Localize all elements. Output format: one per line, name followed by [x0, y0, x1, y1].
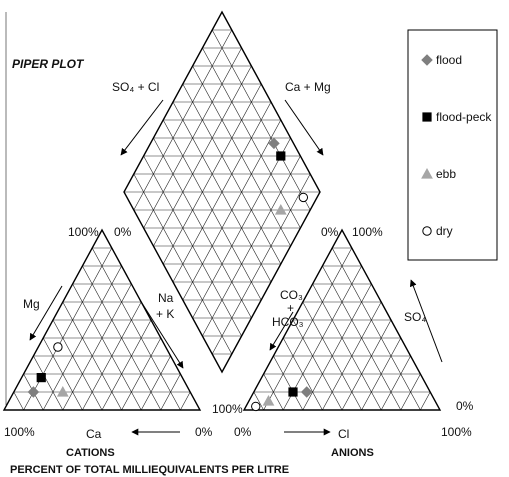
point-dry-anion	[252, 402, 260, 410]
anion-hco3-label: HCO₃	[272, 315, 304, 329]
point-flood-peck-diamond	[277, 152, 285, 160]
point-ebb-anion	[263, 396, 273, 405]
anion-bottom-tick-left: 0%	[234, 425, 252, 439]
legend-marker-flood-peck	[423, 113, 431, 121]
diamond-left-label: SO₄ + Cl	[112, 80, 160, 94]
legend	[408, 30, 497, 260]
legend-label-ebb: ebb	[436, 167, 457, 181]
chart-title: PIPER PLOT	[12, 57, 84, 71]
anion-apex-tick-right: 100%	[352, 225, 383, 239]
cation-triangle-grid-a	[33, 356, 62, 410]
anion-triangle-grid-a	[273, 356, 302, 410]
point-flood-peck-anion	[289, 388, 297, 396]
legend-label-flood: flood	[436, 53, 463, 67]
x-axis-label: PERCENT OF TOTAL MILLIEQUIVALENTS PER LITRE	[10, 464, 290, 476]
anion-bottom-tick-right: 100%	[441, 425, 472, 439]
anion-right-side-tick: 0%	[456, 399, 474, 413]
diamond-right-label: Ca + Mg	[285, 80, 331, 94]
point-ebb-diamond	[276, 205, 286, 214]
point-flood-peck-cation	[37, 373, 45, 381]
anion-left-side-tick: 100%	[212, 402, 243, 416]
anion-co3-label: CO₃	[280, 288, 303, 302]
anion-so4-label: SO₄	[404, 310, 427, 324]
cation-triangle-grid-b	[141, 356, 170, 410]
cations-label: CATIONS	[66, 447, 115, 459]
cation-ca-label: Ca	[86, 427, 102, 441]
anion-triangle-grid-b	[420, 392, 430, 410]
cation-bottom-tick-left: 100%	[4, 425, 35, 439]
cation-triangle-grid-b	[63, 284, 132, 410]
anion-triangle-grid-a	[332, 248, 420, 410]
grid-layer	[4, 12, 440, 410]
so4-cl-arrow	[121, 100, 163, 155]
cation-apex-tick-left: 100%	[68, 225, 99, 239]
point-flood-cation	[28, 387, 38, 397]
cation-triangle-grid-a	[73, 284, 142, 410]
cation-triangle-grid-b	[180, 392, 190, 410]
point-dry-cation	[54, 343, 62, 351]
anion-triangle-grid-b	[342, 320, 391, 410]
anion-plus-label: +	[287, 301, 295, 315]
anions-label: ANIONS	[331, 447, 374, 459]
cation-k-label: + K	[156, 307, 175, 321]
anion-apex-tick-left: 0%	[321, 225, 339, 239]
cation-bottom-tick-right: 0%	[195, 425, 213, 439]
anion-triangle-grid-a	[313, 284, 382, 410]
anion-triangle-grid-b	[381, 356, 410, 410]
legend-label-dry: dry	[436, 224, 453, 238]
legend-marker-dry	[423, 227, 431, 235]
cation-triangle-grid-b	[102, 320, 151, 410]
ca-mg-arrow	[285, 100, 323, 155]
cation-na-label: Na	[158, 291, 174, 305]
point-ebb-cation	[58, 387, 68, 396]
cation-apex-tick-right: 0%	[114, 225, 132, 239]
point-dry-diamond	[299, 193, 307, 201]
anion-triangle-grid-b	[303, 284, 372, 410]
cation-mg-label: Mg	[23, 297, 40, 311]
anion-triangle-grid-a	[293, 320, 342, 410]
anion-cl-label: Cl	[338, 427, 350, 441]
legend-label-flood-peck: flood-peck	[436, 110, 492, 124]
cation-triangle-grid-a	[14, 392, 24, 410]
